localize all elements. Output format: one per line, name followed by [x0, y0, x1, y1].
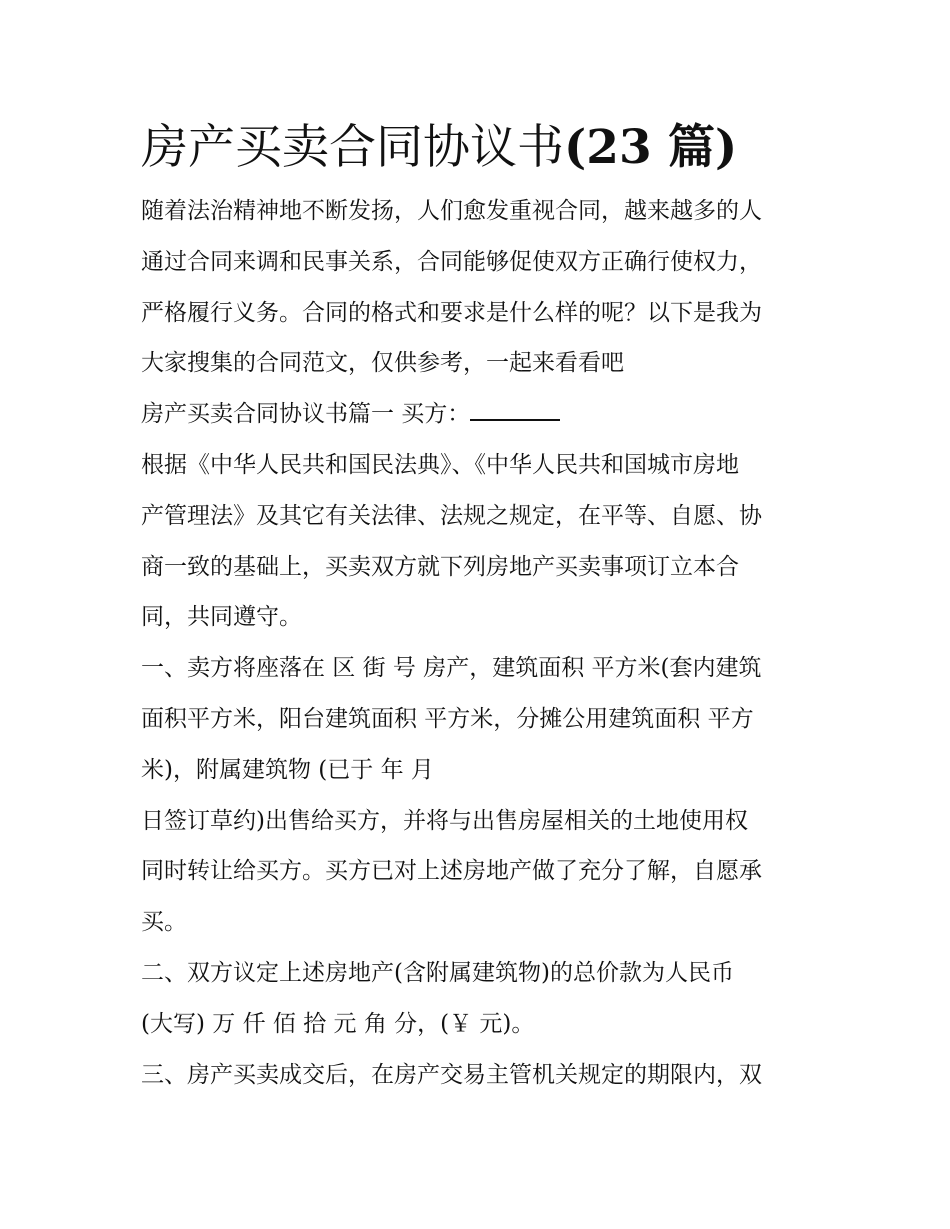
buyer-blank-underline [470, 401, 560, 421]
paragraph-line: 随着法治精神地不断发扬，人们愈发重视合同，越来越多的人 [141, 198, 762, 224]
document-page [141, 112, 813, 1100]
paragraph-line: 面积平方米，阳台建筑面积 平方米，分摊公用建筑面积 平方 [141, 705, 754, 732]
paragraph-line: 买。 [141, 909, 187, 936]
title-main: 房产买卖合同协议书 [141, 120, 564, 175]
paragraph-line: 大家搜集的合同范文，仅供参考，一起来看看吧 [141, 350, 624, 377]
title-suffix: (23 篇) [564, 120, 738, 175]
paragraph-line: 二、双方议定上述房地产(含附属建筑物)的总价款为人民币 [141, 959, 734, 986]
paragraph-line: 根据《中华人民共和国民法典》、《中华人民共和国城市房地 [141, 451, 739, 478]
paragraph-line: 三、房产买卖成交后，在房产交易主管机关规定的期限内，双 [141, 1061, 762, 1088]
paragraph-line: 一、卖方将座落在 区 街 号 房产，建筑面积 平方米(套内建筑 [141, 655, 762, 682]
paragraph-line: 同，共同遵守。 [141, 604, 302, 631]
paragraph-line: 产管理法》及其它有关法律、法规之规定，在平等、自愿、协 [141, 502, 762, 529]
paragraph-line: 通过合同来调和民事关系，合同能够促使双方正确行使权力， [141, 248, 762, 275]
buyer-label: 房产买卖合同协议书篇一 买方： [141, 401, 471, 428]
paragraph-line: 米)，附属建筑物 (已于 年 月 [141, 756, 434, 783]
paragraph-line: 同时转让给买方。买方已对上述房地产做了充分了解，自愿承 [141, 858, 762, 885]
paragraph-line: (大写) 万 仟 佰 拾 元 角 分，(￥ 元)。 [141, 1010, 535, 1037]
paragraph-line: 日签订草约)出售给买方，并将与出售房屋相关的土地使用权 [141, 807, 748, 834]
document-title [141, 112, 813, 184]
paragraph-line: 严格履行义务。合同的格式和要求是什么样的呢？以下是我为 [141, 299, 762, 326]
document-body [141, 186, 813, 1100]
buyer-line [141, 389, 813, 440]
paragraph-line: 商一致的基础上，买卖双方就下列房地产买卖事项订立本合 [141, 553, 739, 580]
